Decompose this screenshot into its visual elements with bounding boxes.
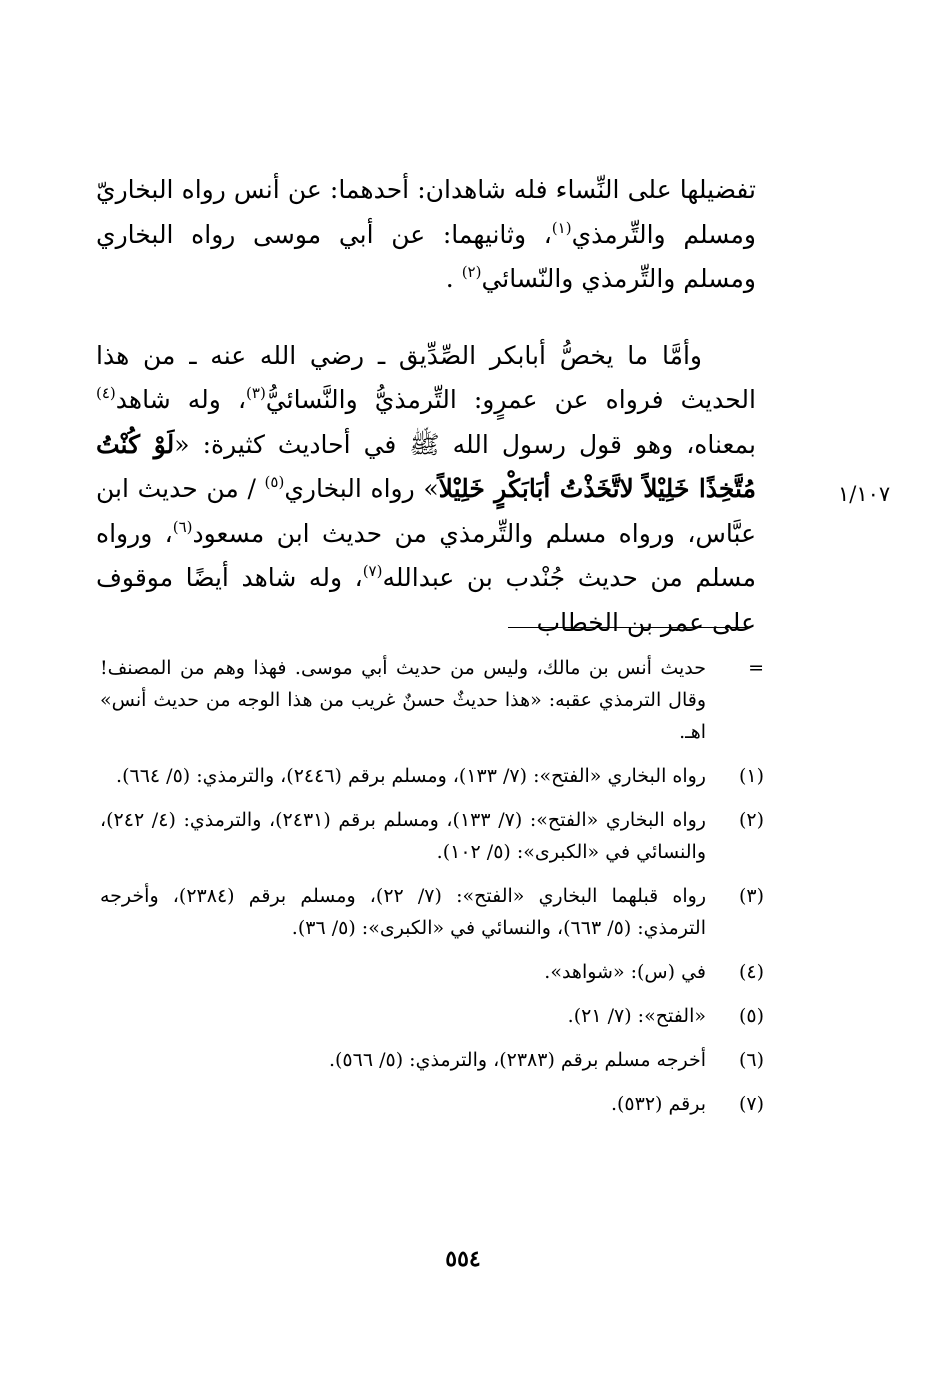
footnote-5 [100,1000,764,1032]
text-run: ، وثانيهما: عن أبي موسى رواه البخاري ومسلم والتِّرمذي والنّسائي [96,219,756,293]
footnote-1 [100,760,764,792]
footnote-text: أخرجه مسلم برقم (٢٣٨٣)، والترمذي: (٥/ ٥٦٦). [328,1049,706,1071]
footnote-number: (١) [738,765,764,787]
paragraph-2 [96,334,756,646]
text-run: . [445,264,462,293]
footnote-number: (٣) [738,885,764,907]
footnote-6 [100,1044,764,1076]
text-run: تفضيلها على النِّساء فله شاهدان: أحدهما: عن أنس رواه البخاريّ ومسلم والتِّرمذي [96,175,756,249]
footnote-number: (٦) [738,1049,764,1071]
footnote-number: (٤) [738,961,764,983]
footnote-number: (٧) [738,1093,764,1115]
footnote-text: حديث أنس بن مالك، وليس من حديث أبي موسى. فهذا وهم من المصنف! وقال الترمذي عقبه: «هذا حديثٌ حسنٌ غريب من هذا الوجه من حديث أنس» اهـ. [100,657,706,743]
text-run: ، وله شاهد أيضًا موقوف على عمر بن الخطاب [96,563,756,637]
text-run: بمعناه، وهو قول رسول الله ﷺ في أحاديث كثيرة: « [174,429,756,459]
footnote-text: رواه البخاري «الفتح»: (٧/ ١٣٣)، ومسلم برقم (٢٤٣١)، والترمذي: (٤/ ٢٤٢)، والنسائي في «الكبرى»: (٥/ ١٠٢). [100,809,706,863]
text-run: » رواه البخاري [284,474,439,503]
footnote-2 [100,804,764,868]
margin-manuscript-reference: ١/١٠٧ [838,482,891,506]
footnote-ref-3[interactable]: (٣) [246,384,266,402]
text-run: وأمَّا ما يخصُّ أبابكر الصِّدِّيق ـ رضي الله عنه ـ من هذا الحديث فرواه عن عمرٍو: التِّرمذيُّ والنَّسائيُّ [96,340,756,414]
footnote-3 [100,880,764,944]
hadith-quote: لَوْ كُنْتُ مُتَّخِذًا خَلِيْلاً لاتَّخَذْتُ أبَابَكْرٍ خَلِيْلاً [96,429,756,503]
footnote-ref-5[interactable]: (٥) [264,473,285,491]
footnote-text: برقم (٥٣٢). [610,1093,706,1115]
footnote-number: = [748,657,764,679]
footnote-4 [100,956,764,988]
footnote-ref-1[interactable]: (١) [551,218,572,237]
footnote-text: في (س): «شواهد». [544,961,706,983]
footnote-text: رواه البخاري «الفتح»: (٧/ ١٣٣)، ومسلم برقم (٢٤٤٦)، والترمذي: (٥/ ٦٦٤). [116,765,706,787]
text-run: ، ورواه مسلم من حديث جُنْدب بن عبدالله [96,518,756,592]
footnote-continuation [100,652,764,748]
page-number: ٥٥٤ [445,1246,481,1272]
main-text [96,168,756,645]
footnote-ref-4[interactable]: (٤) [96,384,116,402]
footnotes [100,652,764,1132]
footnote-text: رواه قبلهما البخاري «الفتح»: (٧/ ٢٢)، ومسلم برقم (٢٣٨٤)، وأخرجه الترمذي: (٥/ ٦٦٣)، والنسائي في «الكبرى»: (٥/ ٣٦). [100,885,706,939]
footnote-ref-7[interactable]: (٧) [362,562,383,580]
text-run: ، وله شاهد [115,385,247,414]
footnote-ref-2[interactable]: (٢) [461,263,482,281]
footnote-separator [508,627,746,628]
text-run: / من حديث ابن عبَّاس، ورواه مسلم والتِّرمذي من حديث ابن مسعود [96,474,756,548]
footnote-text: «الفتح»: (٧/ ٢١). [567,1005,706,1027]
footnote-ref-6[interactable]: (٦) [172,517,193,536]
paragraph-1 [96,168,756,302]
footnote-7 [100,1088,764,1120]
footnote-number: (٢) [738,809,764,831]
footnote-number: (٥) [738,1005,764,1027]
